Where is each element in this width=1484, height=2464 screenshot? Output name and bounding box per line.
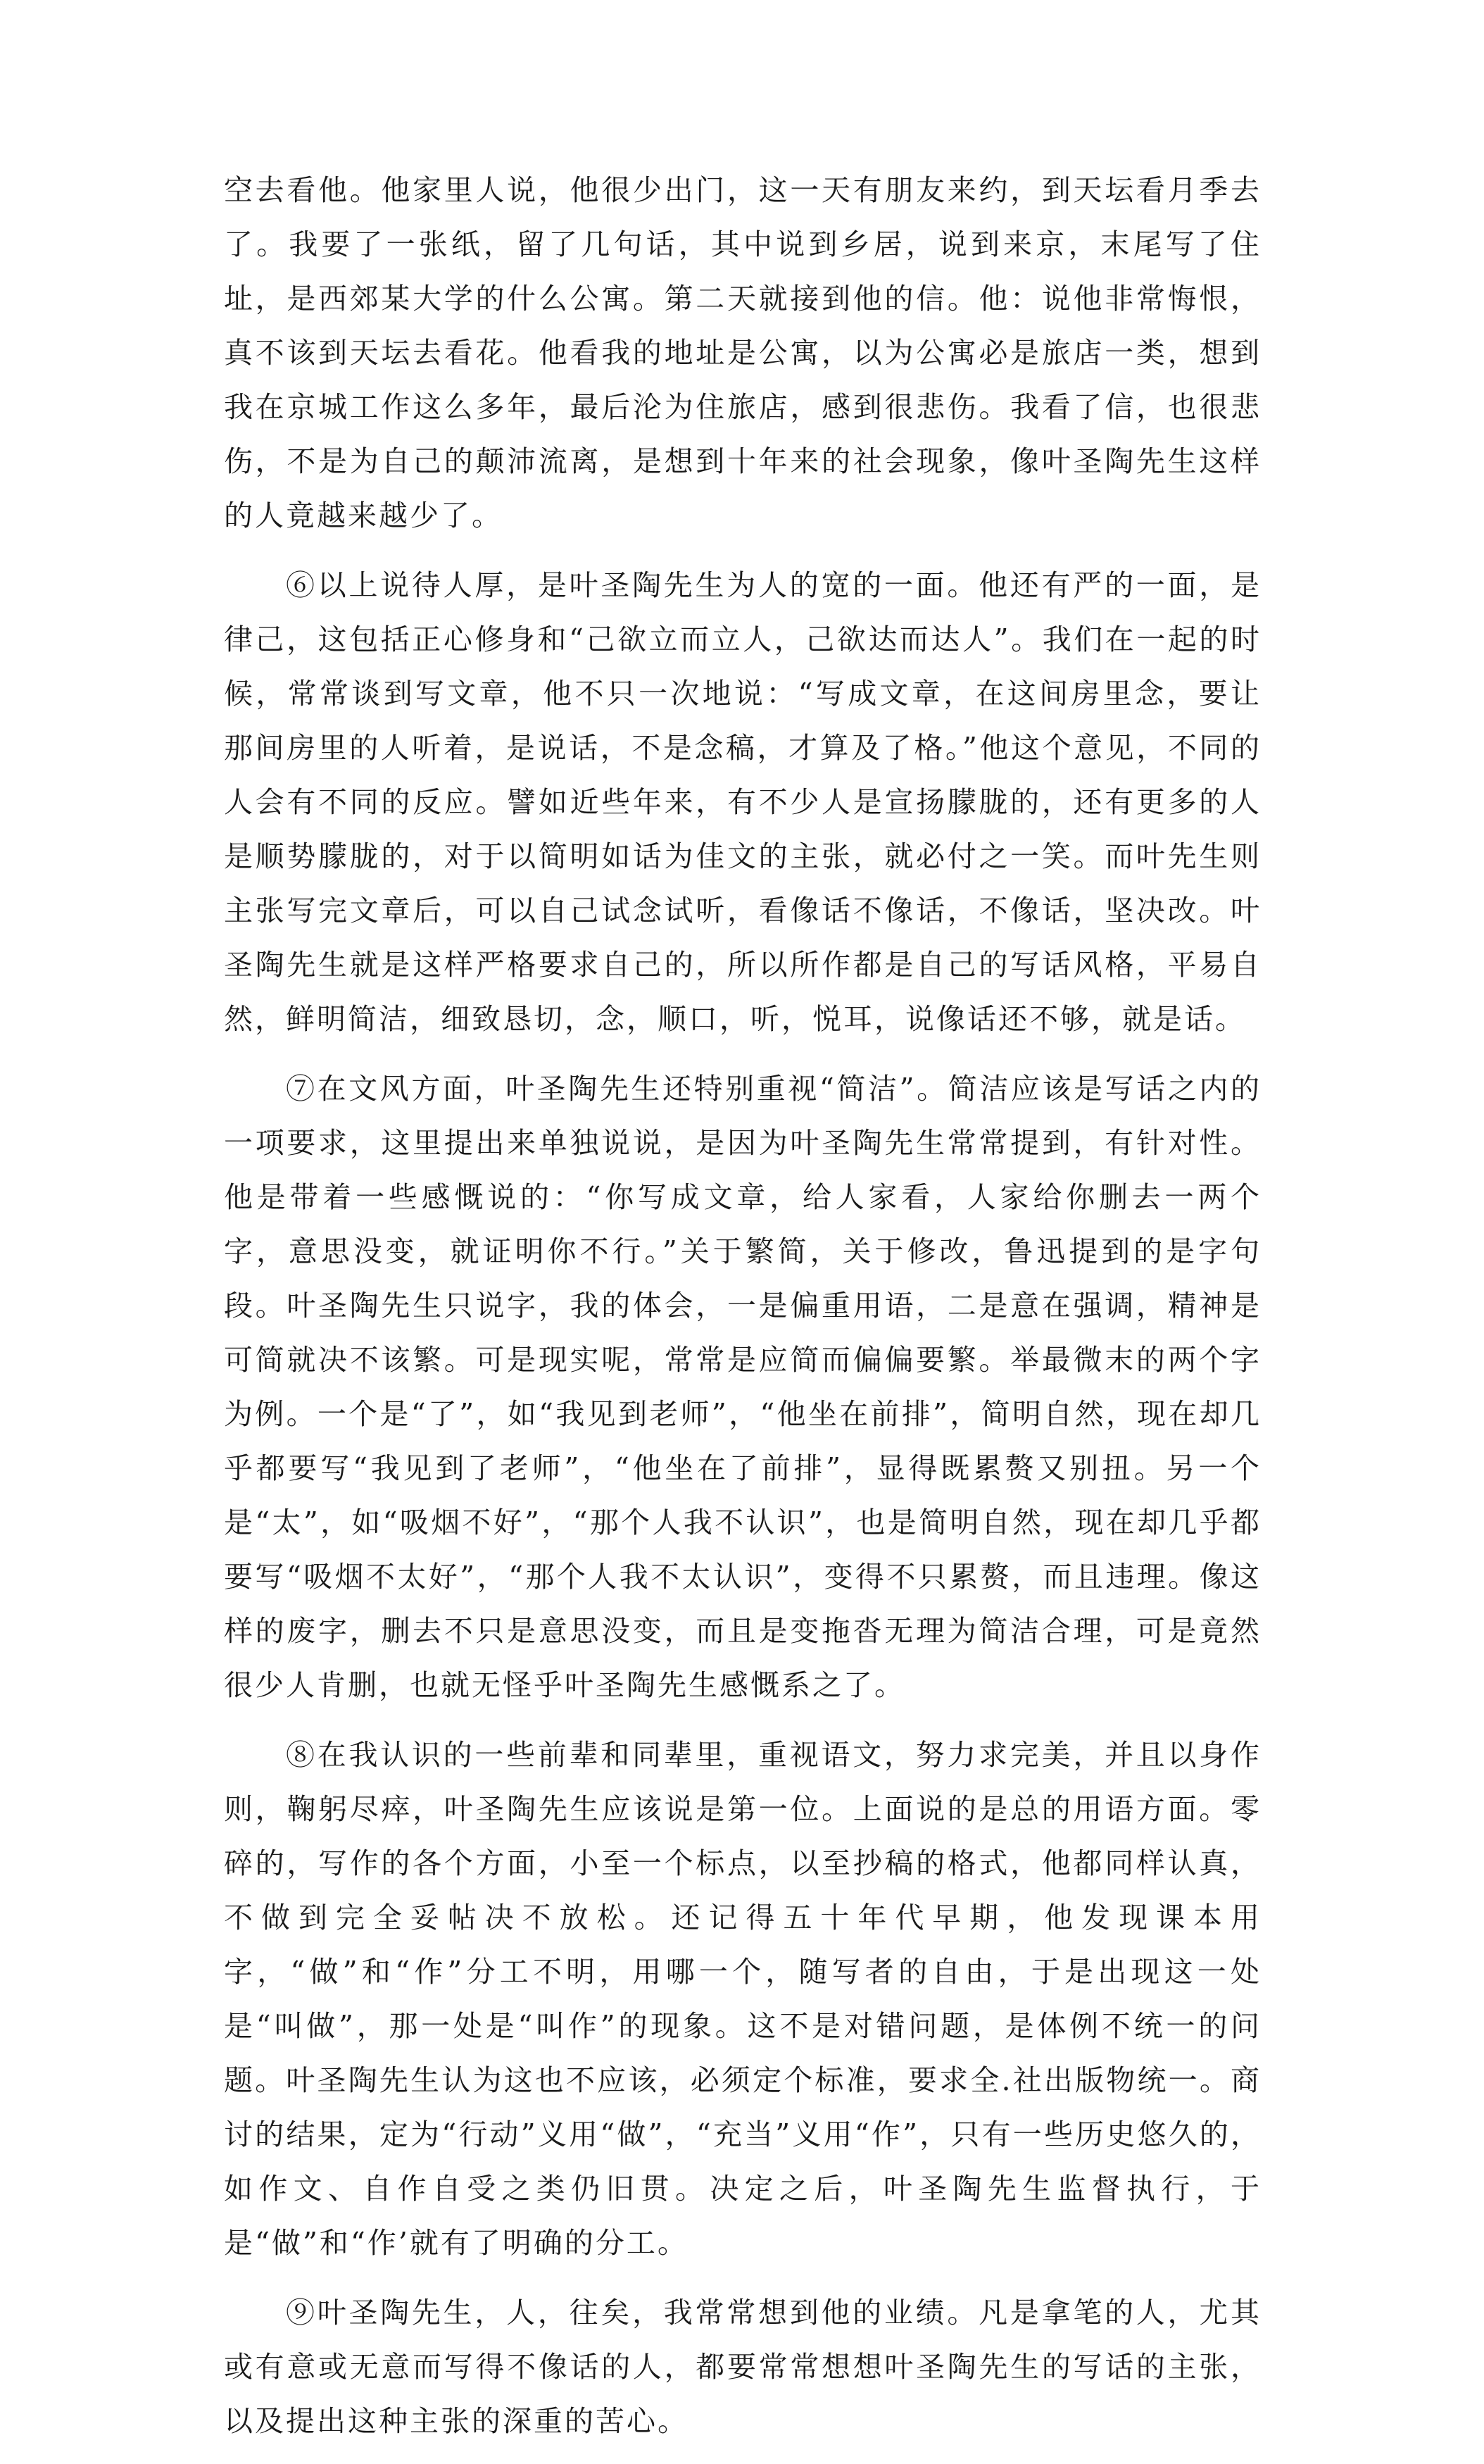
- paragraph-6: ⑥以上说待人厚，是叶圣陶先生为人的宽的一面。他还有严的一面，是律己，这包括正心修身和“己欲立而立人，己欲达而达人”。我们在一起的时候，常常谈到写文章，他不只一次地说：“写成文章，在这间房里念，要让那间房里的人听着，是说话，不是念稿，才算及了格。”他这个意见，不同的人会有不同的反应。譬如近些年来，有不少人是宣扬朦胧的，还有更多的人是顺势朦胧的，对于以简明如话为佳文的主张，就必付之一笑。而叶先生则主张写完文章后，可以自己试念试听，看像话不像话，不像话，坚决改。叶圣陶先生就是这样严格要求自己的，所以所作都是自己的写话风格，平易自然，鲜明简洁，细致恳切，念，顺口，听，悦耳，说像话还不够，就是话。: [224, 568, 1262, 1036]
- paragraph-8: ⑧在我认识的一些前辈和同辈里，重视语文，努力求完美，并且以身作则，鞠躬尽瘁，叶圣陶先生应该说是第一位。上面说的是总的用语方面。零碎的，写作的各个方面，小至一个标点，以至抄稿的格式，他都同样认真，不做到完全妥帖决不放松。还记得五十年代早期，他发现课本用字，“做”和“作”分工不明，用哪一个，随写者的自由，于是出现这一处是“叫做”，那一处是“叫作”的现象。这不是对错问题，是体例不统一的问题。叶圣陶先生认为这也不应该，必须定个标准，要求全.社出版物统一。商讨的结果，定为“行动”义用“做”，“充当”义用“作”，只有一些历史悠久的，如作文、自作自受之类仍旧贯。决定之后，叶圣陶先生监督执行，于是“做”和“作’就有了明确的分工。: [224, 1738, 1262, 2260]
- document-body: [224, 163, 1262, 2464]
- paragraph-7: ⑦在文风方面，叶圣陶先生还特别重视“简洁”。简洁应该是写话之内的一项要求，这里提出来单独说说，是因为叶圣陶先生常常提到，有针对性。他是带着一些感慨说的：“你写成文章，给人家看，人家给你删去一两个字，意思没变，就证明你不行。”关于繁简，关于修改，鲁迅提到的是字句段。叶圣陶先生只说字，我的体会，一是偏重用语，二是意在强调，精神是可简就决不该繁。可是现实呢，常常是应简而偏偏要繁。举最微末的两个字为例。一个是“了”，如“我见到老师”，“他坐在前排”，简明自然，现在却几乎都要写“我见到了老师”，“他坐在了前排”，显得既累赘又别扭。另一个是“太”，如“吸烟不好”，“那个人我不认识”，也是简明自然，现在却几乎都要写“吸烟不太好”，“那个人我不太认识”，变得不只累赘，而且违理。像这样的废字，删去不只是意思没变，而且是变拖沓无理为简洁合理，可是竟然很少人肯删，也就无怪乎叶圣陶先生感慨系之了。: [224, 1072, 1262, 1702]
- paragraph-9: ⑨叶圣陶先生，人，往矣，我常常想到他的业绩。凡是拿笔的人，尤其或有意或无意而写得不像话的人，都要常常想想叶圣陶先生的写话的主张，以及提出这种主张的深重的苦心。: [224, 2296, 1262, 2438]
- paragraph-continued: 空去看他。他家里人说，他很少出门，这一天有朋友来约，到天坛看月季去了。我要了一张纸，留了几句话，其中说到乡居，说到来京，末尾写了住址，是西郊某大学的什么公寓。第二天就接到他的信。他：说他非常悔恨，真不该到天坛去看花。他看我的地址是公寓，以为公寓必是旅店一类，想到我在京城工作这么多年，最后沦为住旅店，感到很悲伤。我看了信，也很悲伤，不是为自己的颠沛流离，是想到十年来的社会现象，像叶圣陶先生这样的人竟越来越少了。: [224, 173, 1262, 532]
